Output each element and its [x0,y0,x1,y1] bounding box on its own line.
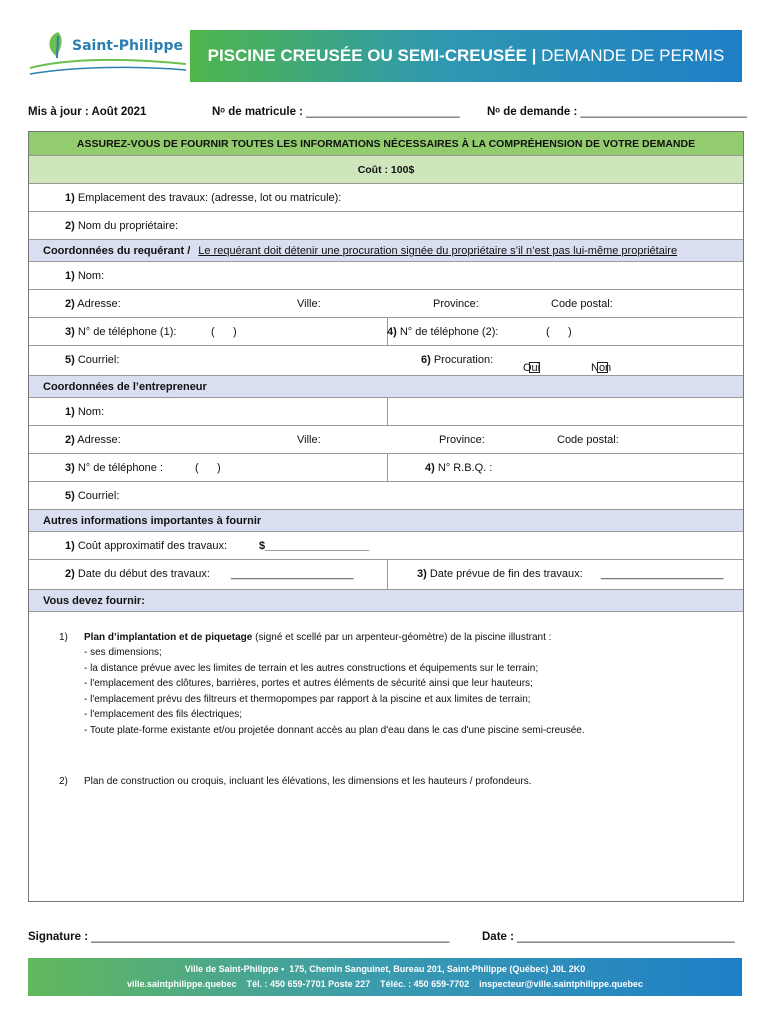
autres-section-header: Autres informations importantes à fournir [29,510,743,532]
logo-text: Saint-Philippe [72,38,183,54]
num: 3) [65,462,75,474]
debut-line: ____________________ [231,568,354,580]
non-checkbox[interactable] [597,362,608,373]
notice-bar: ASSUREZ-VOUS DE FOURNIR TOUTES LES INFORMATIONS NÉCESSAIRES À LA COMPRÉHENSION DE VOTRE DEMANDE [29,132,743,156]
courriel-label: Courriel: [77,490,120,502]
bullet: - l'emplacement prévu des filtreurs et thermopompes par rapport à la piscine et aux limites de terrain; [84,693,531,705]
num: 3) [65,326,75,338]
num: 1) [65,406,75,418]
item1-num: 1) [59,632,68,643]
proprietaire-label: Nom du propriétaire: [77,220,179,232]
ent-tel-row[interactable] [29,454,743,482]
signature-line: ________________________________________________________ [91,931,450,943]
date-field[interactable] [482,931,735,943]
matricule-label: Nᵒ de matricule : [212,106,303,118]
tel1-label: N° de téléphone (1): [77,326,177,338]
updated-date: Mis à jour : Août 2021 [28,106,147,118]
adresse-label: Adresse: [77,298,121,310]
item2-text: Plan de construction ou croquis, incluant les élévations, les dimensions et les hauteurs / profondeurs. [84,776,532,787]
num: 1) [65,540,75,552]
num: 1) [65,270,75,282]
date-label: Date : [482,931,514,943]
ent-adresse-row[interactable] [29,426,743,454]
divider [387,454,388,481]
bullet: - Toute plate-forme existante et/ou projetée donnant accès au plan d'eau dans le cas d'une piscine semi-creusée. [84,724,585,736]
bullet: - l'emplacement des fils électriques; [84,709,243,720]
footer-contact: ville.saintphilippe.quebec Tél. : 450 659-7701 Poste 227 Téléc. : 450 659-7702 inspecteur@ville.saintphilippe.quebec [127,979,643,989]
tel-label: N° de téléphone : [77,462,163,474]
num: 6) [421,354,431,366]
rbq-label: N° R.B.Q. : [437,462,493,474]
code-postal-label: Code postal: [551,298,613,310]
oui-checkbox[interactable] [529,362,540,373]
procuration-label: Procuration: [433,354,494,366]
req-tel-row[interactable] [29,318,743,346]
signature-label: Signature : [28,931,89,943]
num: 1) [65,192,75,204]
bullet: - la distance prévue avec les limites de terrain et les autres constructions et équipements sur le terrain; [84,662,539,674]
signature-field[interactable] [28,931,449,943]
num: 2) [65,568,75,580]
tel1-paren: ( ) [211,326,237,338]
tel2-paren: ( ) [546,326,572,338]
req-adresse-row[interactable] [29,290,743,318]
bullet: - l'emplacement des clôtures, barrières, portes et autres éléments de sécurité ainsi que leur hauteurs; [84,678,533,689]
demande-field[interactable] [487,106,747,118]
num: 2) [65,298,75,310]
num: 5) [65,354,75,366]
num: 4) [425,462,435,474]
item2-num: 2) [59,776,68,787]
req-courriel-row[interactable] [29,346,743,376]
title-bold: PISCINE CREUSÉE OU SEMI-CREUSÉE | [207,46,537,65]
city-logo [28,28,188,82]
divider [387,398,388,425]
item1-text [84,630,551,646]
leaf-logo-icon [28,28,188,82]
fin-line: ____________________ [601,568,724,580]
footer-address: Ville de Saint-Philippe • 175, Chemin Sanguinet, Bureau 201, Saint-Philippe (Québec) J0L 2K0 [184,964,586,974]
oui-label: Oui [523,362,541,374]
tel2-label: N° de téléphone (2): [399,326,499,338]
num: 5) [65,490,75,502]
non-label: Non [591,362,612,374]
cout-line: $_________________ [259,540,370,552]
cout-row[interactable] [29,532,743,560]
num: 4) [387,326,397,338]
divider [387,560,388,589]
ent-courriel-row[interactable] [29,482,743,510]
bullet: - ses dimensions; [84,647,162,658]
proprietaire-row[interactable] [29,212,743,240]
adresse-label: Adresse: [77,434,121,446]
num: 2) [65,220,75,232]
item1-bullets [84,645,585,738]
item1-rest: (signé et scellé par un arpenteur-géomètre) de la piscine illustrant : [252,632,552,643]
item1-bold: Plan d’implantation et de piquetage [84,632,253,643]
entrepreneur-section-header: Coordonnées de l’entrepreneur [29,376,743,398]
emplacement-label: Emplacement des travaux: (adresse, lot ou matricule): [77,192,342,204]
ville-label: Ville: [297,298,321,310]
debut-label: Date du début des travaux: [77,568,210,580]
dates-row[interactable] [29,560,743,590]
cost-bar: Coût : 100$ [29,156,743,184]
title-rest: DEMANDE DE PERMIS [536,46,725,65]
courriel-label: Courriel: [77,354,120,366]
title-banner [190,30,742,82]
footer-bar [28,958,742,996]
tel-paren: ( ) [195,462,221,474]
cout-label: Coût approximatif des travaux: [77,540,228,552]
demande-line: __________________________ [580,106,747,118]
province-label: Province: [439,434,485,446]
fin-label: Date prévue de fin des travaux: [429,568,583,580]
requerant-section-header [29,240,743,262]
matricule-field[interactable] [212,106,460,118]
nom-label: Nom: [77,270,105,282]
province-label: Province: [433,298,479,310]
permit-form [28,131,744,902]
fournir-section-header: Vous devez fournir: [29,590,743,612]
travaux-emplacement-row[interactable] [29,184,743,212]
requerant-title: Coordonnées du requérant / [43,245,191,257]
demande-label: Nᵒ de demande : [487,106,578,118]
matricule-line: ________________________ [306,106,460,118]
req-nom-row[interactable] [29,262,743,290]
ville-label: Ville: [297,434,321,446]
code-postal-label: Code postal: [557,434,619,446]
ent-nom-row[interactable] [29,398,743,426]
num: 3) [417,568,427,580]
fournir-content [29,612,743,901]
date-line: __________________________________ [517,931,735,943]
num: 2) [65,434,75,446]
requerant-note: Le requérant doit détenir une procuration signée du propriétaire s’il n’est pas lui-même propriétaire [198,245,678,257]
nom-label: Nom: [77,406,105,418]
